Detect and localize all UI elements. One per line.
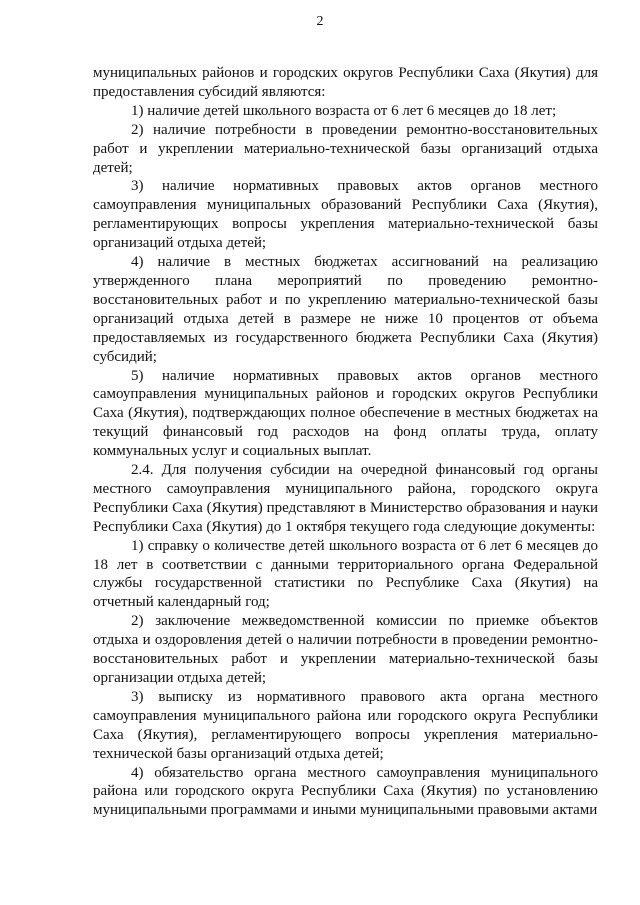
criterion-3: 3) наличие нормативных правовых актов органов местного самоуправления муниципальных образований Республики Саха (Якутия), регламентирующих вопросы укрепления материально-технической базы организаций отдыха детей; — [93, 178, 598, 252]
paragraph-continued: муниципальных районов и городских округов Республики Саха (Якутия) для предоставления субсидий являются: — [93, 65, 598, 100]
document-item-4: 4) обязательство органа местного самоуправления муниципального района или городского округа Республики Саха (Якутия) по установлению муниципальными программами и иными муниципальными правовыми актами — [93, 764, 598, 819]
section-2-4: 2.4. Для получения субсидии на очередной финансовый год органы местного самоуправления муниципального района, городского округа Республики Саха (Якутия) представляют в Министерство образования и науки Республики Саха (Якутия) до 1 октября текущего года следующие документы: — [93, 462, 598, 535]
criterion-2: 2) наличие потребности в проведении ремонтно-восстановительных работ и укреплении материально-технической базы организаций отдыха детей; — [93, 121, 598, 176]
criterion-1: 1) наличие детей школьного возраста от 6 лет 6 месяцев до 18 лет; — [131, 102, 557, 119]
page-number: 2 — [316, 14, 324, 29]
document-item-1: 1) справку о количестве детей школьного возраста от 6 лет 6 месяцев до 18 лет в соответствии с данными территориального органа Федеральной службы государственной статистики по Республике Саха (Якутия) на отчетный календарный год; — [93, 537, 598, 611]
document-item-3: 3) выписку из нормативного правового акта органа местного самоуправления муниципального района или городского округа Республики Саха (Якутия), регламентирующего вопросы укрепления материально-технической базы организаций отдыха детей; — [93, 688, 598, 762]
criterion-5: 5) наличие нормативных правовых актов органов местного самоуправления муниципальных районов и городских округов Республики Саха (Якутия), подтверждающих полное обеспечение в местных бюджетах на текущий финансовый год расходов на фонд оплаты труда, оплату коммунальных услуг и социальных выплат. — [93, 367, 598, 460]
document-item-2: 2) заключение межведомственной комиссии по приемке объектов отдыха и оздоровления детей о наличии потребности в проведении ремонтно-восстановительных работ и укреплении материально-технической базы организации отдыха детей; — [93, 613, 598, 686]
document-body — [93, 64, 598, 820]
criterion-4: 4) наличие в местных бюджетах ассигнований на реализацию утвержденного плана мероприятий по проведению ремонтно-восстановительных работ и по укреплению материально-технической базы организаций отдыха детей в размере не ниже 10 процентов от объема предоставляемых из государственного бюджета Республики Саха (Якутия) субсидий; — [93, 254, 598, 365]
